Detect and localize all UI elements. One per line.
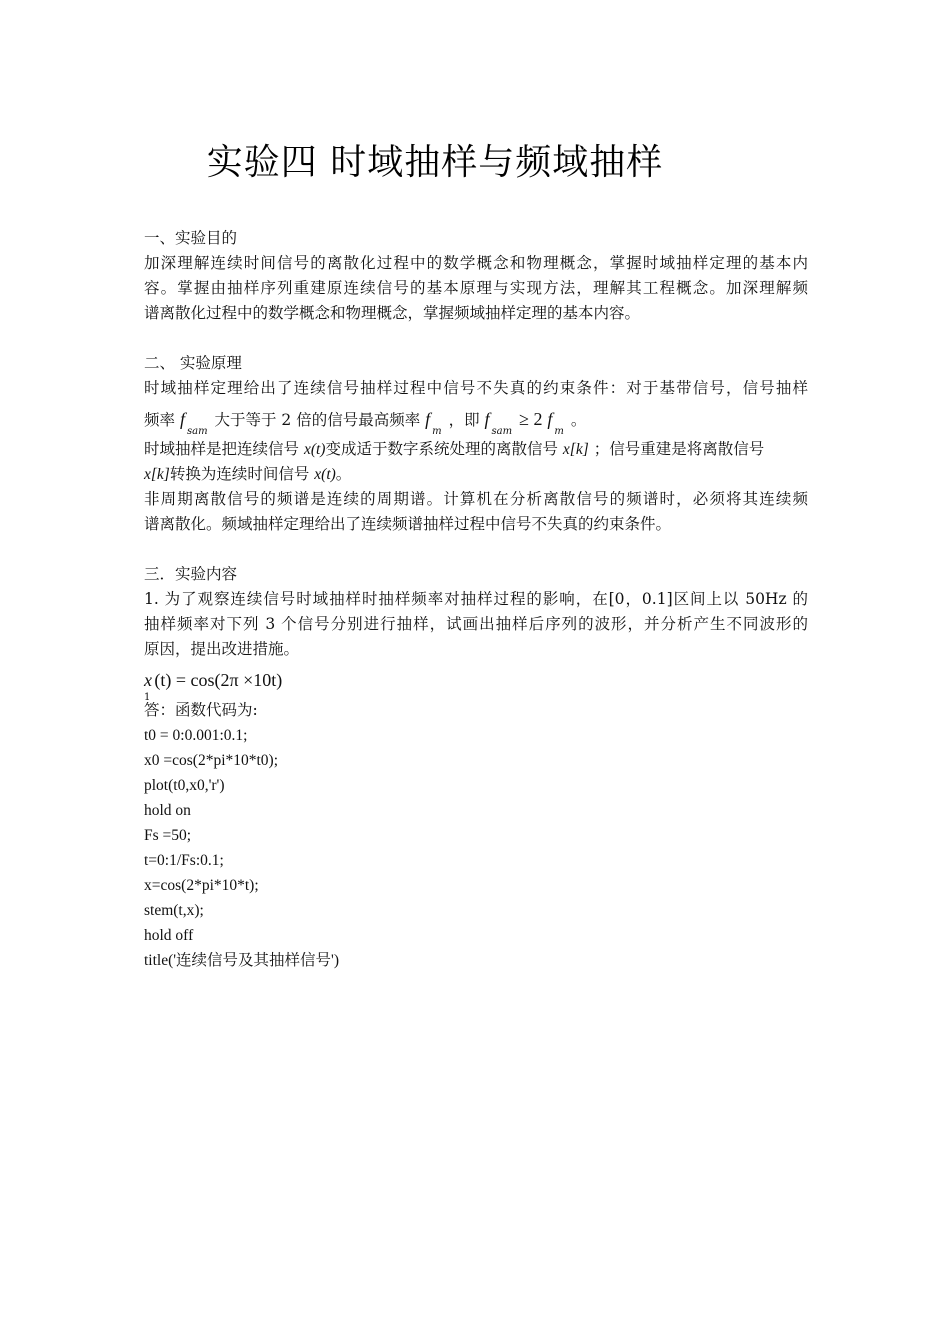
text-fragment: 转换为连续时间信号 xyxy=(169,465,310,483)
signal-formula xyxy=(144,662,808,703)
paragraph-line: 时域抽样定理给出了连续信号抽样过程中信号不失真的约束条件：对于基带信号，信号抽样 xyxy=(144,379,808,397)
math-expression: x(t) xyxy=(314,466,336,483)
code-line: hold on xyxy=(144,802,191,819)
paragraph-line: 谱离散化过程中的数学概念和物理概念，掌握频域抽样定理的基本内容。 xyxy=(144,304,641,322)
paragraph-line: 容。掌握由抽样序列重建原连续信号的基本原理与实现方法，理解其工程概念。加深理解频 xyxy=(144,279,808,297)
math-expression: (t) = cos(2π ×10t) xyxy=(154,670,283,690)
math-operator: ≥ 2 xyxy=(519,409,543,429)
math-subscript: 1 xyxy=(144,692,151,703)
text-fragment: 大于等于 2 倍的信号最高频率 xyxy=(214,411,421,429)
text-fragment: 。 xyxy=(335,465,352,483)
code-line: title('连续信号及其抽样信号') xyxy=(144,952,340,969)
code-line: stem(t,x); xyxy=(144,902,204,919)
section-heading-purpose: 一、实验目的 xyxy=(144,229,238,247)
math-subscript: sam xyxy=(186,426,208,437)
math-symbol: x xyxy=(144,670,152,690)
code-line: plot(t0,x0,'r') xyxy=(144,777,225,794)
paragraph-line xyxy=(144,462,808,487)
math-expression: x(t) xyxy=(303,441,326,458)
math-symbol: f xyxy=(179,409,185,429)
document-body xyxy=(144,226,808,973)
answer-label: 答：函数代码为: xyxy=(144,701,258,719)
text-fragment: ；信号重建是将离散信号 xyxy=(593,440,765,458)
section-heading-content: 三．实验内容 xyxy=(144,565,238,583)
math-symbol: f xyxy=(547,409,553,429)
paragraph-line: 加深理解连续时间信号的离散化过程中的数学概念和物理概念，掌握时域抽样定理的基本内 xyxy=(144,254,808,272)
paragraph-line: 非周期离散信号的频谱是连续的周期谱。计算机在分析离散信号的频谱时，必须将其连续频 xyxy=(144,490,808,508)
page-title: 实验四 时域抽样与频域抽样 xyxy=(206,142,664,183)
paragraph-line: 抽样频率对下列 3 个信号分别进行抽样，试画出抽样后序列的波形，并分析产生不同波形的 xyxy=(144,615,808,633)
code-line: hold off xyxy=(144,927,194,944)
paragraph-line: 原因，提出改进措施。 xyxy=(144,640,300,658)
text-fragment: 时域抽样是把连续信号 xyxy=(144,440,300,458)
math-subscript: m xyxy=(554,426,564,437)
code-line: x0 =cos(2*pi*10*t0); xyxy=(144,752,279,769)
paragraph-line xyxy=(144,437,808,462)
text-fragment: 频率 xyxy=(144,411,176,429)
code-line: Fs =50; xyxy=(144,827,192,844)
math-symbol: f xyxy=(484,409,490,429)
code-line: t0 = 0:0.001:0.1; xyxy=(144,727,248,744)
text-fragment: 变成适于数字系统处理的离散信号 xyxy=(325,440,558,458)
math-subscript: sam xyxy=(491,426,513,437)
paragraph-line: 谱离散化。频域抽样定理给出了连续频谱抽样过程中信号不失真的约束条件。 xyxy=(144,515,672,533)
math-expression: x[k] xyxy=(562,441,589,458)
math-symbol: f xyxy=(425,409,431,429)
math-subscript: m xyxy=(432,426,442,437)
sampling-condition-line xyxy=(144,401,808,437)
code-line: t=0:1/Fs:0.1; xyxy=(144,852,224,869)
text-fragment: ，即 xyxy=(448,411,480,429)
code-line: x=cos(2*pi*10*t); xyxy=(144,877,259,894)
paragraph-line: 1. 为了观察连续信号时域抽样时抽样频率对抽样过程的影响，在[0，0.1]区间上以 50Hz 的 xyxy=(144,590,808,608)
section-heading-principle: 二、 实验原理 xyxy=(144,354,242,372)
math-expression: x[k] xyxy=(144,466,170,483)
text-fragment: 。 xyxy=(570,411,587,429)
